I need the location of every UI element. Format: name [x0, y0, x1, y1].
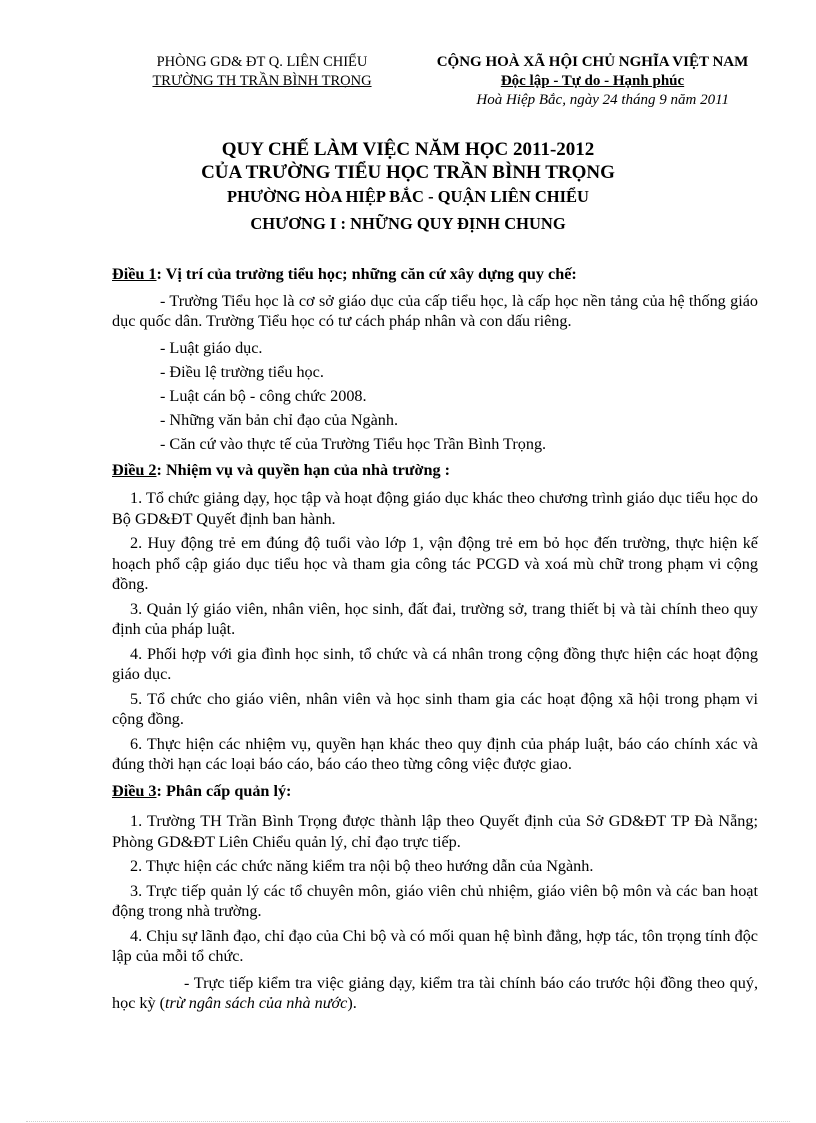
article-1-item: - Căn cứ vào thực tế của Trường Tiểu học Trần Bình Trọng. — [160, 434, 547, 453]
article-2-item: 1. Tổ chức giảng dạy, học tập và hoạt động giáo dục khác theo chương trình giáo dục tiểu học do Bộ GD&ĐT Quyết định ban hành. — [112, 489, 758, 528]
article-2-item: 5. Tổ chức cho giáo viên, nhân viên và học sinh tham gia các hoạt động xã hội trong phạm vi cộng đồng. — [112, 689, 758, 728]
article-1-item: - Những văn bản chỉ đạo của Ngành. — [160, 410, 399, 429]
page-bottom-divider — [26, 1121, 790, 1122]
school-name: TRƯỜNG TH TRẦN BÌNH TRỌNG — [152, 73, 372, 89]
article-3-item: 3. Trực tiếp quản lý các tổ chuyên môn, giáo viên chủ nhiệm, giáo viên bộ môn và các ban hoạt động trong nhà trường. — [112, 881, 758, 920]
article-3-item: 4. Chịu sự lãnh đạo, chỉ đạo của Chi bộ và có mối quan hệ bình đẳng, hợp tác, tôn trọng tính độc lập của mỗi tổ chức. — [112, 926, 758, 965]
article-1-item: - Luật cán bộ - công chức 2008. — [160, 386, 367, 405]
article-3-heading — [112, 781, 758, 802]
department-name: PHÒNG GD& ĐT Q. LIÊN CHIỂU — [156, 54, 368, 70]
article-3-paragraph — [112, 973, 758, 1014]
article-3-paragraph-end: ). — [347, 994, 357, 1012]
document-location: PHƯỜNG HÒA HIỆP BẮC - QUẬN LIÊN CHIỂU — [227, 187, 589, 206]
article-3-title: : Phân cấp quản lý: — [156, 781, 292, 800]
article-2-item: 3. Quản lý giáo viên, nhân viên, học sinh, đất đai, trường sở, trang thiết bị và tài chính theo quy định của pháp luật. — [112, 599, 758, 638]
document-body — [112, 264, 758, 1014]
article-2-item: 4. Phối hợp với gia đình học sinh, tổ chức và cá nhân trong cộng đồng thực hiện các hoạt động giáo dục. — [112, 644, 758, 683]
article-2-label: Điều 2 — [112, 460, 157, 479]
article-2-title: : Nhiệm vụ và quyền hạn của nhà trường : — [156, 460, 450, 479]
document-title: QUY CHẾ LÀM VIỆC NĂM HỌC 2011-2012 — [221, 139, 595, 160]
article-2-item: 6. Thực hiện các nhiệm vụ, quyền hạn khác theo quy định của pháp luật, báo cáo chính xác và đúng thời hạn các loại báo cáo, báo cáo theo từng công việc được giao. — [112, 734, 758, 773]
national-motto — [420, 53, 765, 91]
country-name: CỘNG HOÀ XÃ HỘI CHỦ NGHĨA VIỆT NAM — [436, 54, 749, 70]
article-3-paragraph-italic: trừ ngân sách của nhà nước — [165, 994, 348, 1012]
article-1-heading — [112, 264, 758, 285]
article-3-item: 1. Trường TH Trần Bình Trọng được thành lập theo Quyết định của Sở GD&ĐT TP Đà Nẵng; Phòng GD&ĐT Liên Chiểu quản lý, chỉ đạo trực tiếp. — [112, 812, 758, 851]
article-1-paragraph: - Trường Tiểu học là cơ sở giáo dục của cấp tiểu học, là cấp học nền tảng của hệ thống giáo dục quốc dân. Trường Tiểu học có tư cách pháp nhân và con dấu riêng. — [112, 291, 758, 330]
document-title-block — [110, 138, 706, 239]
article-1-title: : Vị trí của trường tiểu học; những căn cứ xây dựng quy chế: — [156, 265, 577, 283]
article-2-item: 2. Huy động trẻ em đúng độ tuổi vào lớp 1, vận động trẻ em bỏ học đến trường, thực hiện kế hoạch phổ cập giáo dục tiểu học và tham gia công tác PCGD và xoá mù chữ trong phạm vi cộng đồng. — [112, 534, 758, 593]
document-subtitle: CỦA TRƯỜNG TIỂU HỌC TRẦN BÌNH TRỌNG — [201, 162, 615, 183]
article-3-item: 2. Thực hiện các chức năng kiểm tra nội bộ theo hướng dẫn của Ngành. — [130, 857, 594, 875]
issuing-authority — [112, 53, 412, 91]
issue-date: Hoà Hiệp Bắc, ngày 24 tháng 9 năm 2011 — [476, 92, 729, 108]
chapter-title: CHƯƠNG I : NHỮNG QUY ĐỊNH CHUNG — [250, 214, 566, 233]
article-1-item: - Luật giáo dục. — [160, 338, 263, 357]
article-2-heading — [112, 460, 758, 481]
motto-line: Độc lập - Tự do - Hạnh phúc — [500, 73, 685, 89]
article-1-label: Điều 1 — [112, 265, 157, 283]
article-1-item: - Điều lệ trường tiểu học. — [160, 362, 324, 381]
article-3-paragraph-start: - Trực tiếp kiểm tra việc giảng dạy, kiểm tra tài chính báo cáo trước hội đồng theo quý, học kỳ ( — [112, 973, 758, 1012]
article-3-label: Điều 3 — [112, 781, 157, 800]
